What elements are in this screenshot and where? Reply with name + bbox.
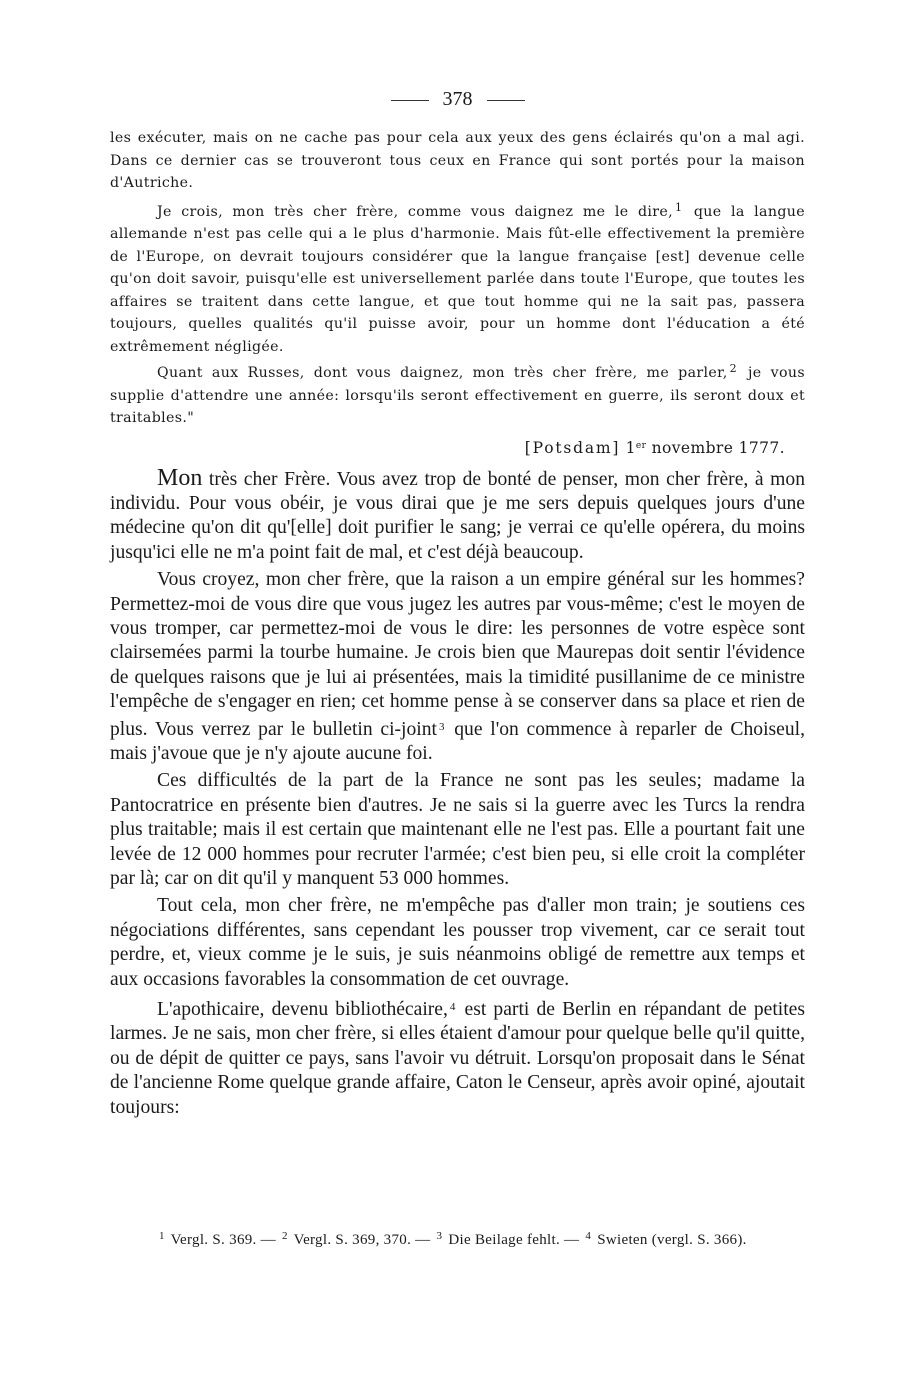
letter-p5-text-a: L'apothicaire, devenu bibliothécaire, [157, 999, 448, 1021]
quote-paragraph-1: les exécuter, mais on ne cache pas pour cela aux yeux des gens éclairés qu'on a mal agi. Dans ce dernier cas se trouveront tous ceux en France qui sont portés pour la maison d'Autriche. [110, 130, 805, 191]
dateline [110, 434, 785, 460]
quoted-letter-excerpt [110, 127, 805, 430]
letter-paragraph-2 [110, 568, 805, 766]
dateline-place: [Potsdam] [524, 438, 621, 457]
letter-body [110, 466, 805, 1121]
letter-p2-text-b: que l'on commence à reparler de Choiseul, mais j'avoue que je n'y ajoute aucune foi. [110, 718, 806, 764]
page-number-dash-right [487, 100, 525, 101]
footnote-number-2: 2 [282, 1230, 288, 1242]
quote-p3-text-a: Quant aux Russes, dont vous daignez, mon très cher frère, me parler, [157, 365, 728, 381]
footnote-number-1: 1 [159, 1230, 165, 1242]
letter-paragraph-4: Tout cela, mon cher frère, ne m'empêche pas d'aller mon train; je soutiens ces négociations différentes, sans cependant les pousser trop vivement, car ce serait tout perdre, et, vieux comme je le suis, je suis néanmoins obligé de remettre aux temps et aux occasions favorables la consommation de cet ouvrage. [110, 895, 805, 990]
footnotes [110, 1226, 802, 1251]
footnote-ref-2: 2 [729, 362, 737, 375]
letter-paragraph-1 [110, 466, 805, 566]
letter-p2-text-a: Vous croyez, mon cher frère, que la raison a un empire général sur les hommes? Permettez-moi de vous dire que vous jugez les autres par vous-même; c'est le moyen de vous tromper, car permettez-moi de vous le dire: les personnes de votre espèce sont clairsemées parmi la tourbe humaine. Je crois bien que Maurepas doit sentir l'évidence de quelques raisons que je lui ai présentées, mais la timidité pusillanime de ce ministre l'empêche de s'engager en rien; cet homme pense à se conserver dans sa place et rien de plus. Vous verrez par le bulletin ci-joint [110, 569, 805, 740]
quote-p3-text-b: je vous supplie d'attendre une année: lorsqu'ils seront effectivement en guerre, ils seront doux et traitables." [110, 365, 806, 426]
footnote-text-3: Die Beilage fehlt. — [444, 1232, 584, 1248]
footnote-number-4: 4 [585, 1230, 592, 1242]
footnote-text-1: Vergl. S. 369. — [166, 1232, 281, 1248]
letter-p1-text: très cher Frère. Vous avez trop de bonté de penser, mon cher frère, à mon individu. Pour vous obéir, je vous dirai que je me sers depuis quelques jours d'une médecine qu'on dit qu'[elle] doit purifier le sang; je verrai ce qu'elle opérera, du moins jusqu'ici elle ne m'a point fait de mal, et c'est déjà beaucoup. [110, 468, 805, 563]
dateline-rest: novembre 1777. [646, 438, 785, 457]
quote-paragraph-2 [110, 197, 805, 359]
footnote-ref-3: 3 [439, 720, 445, 733]
page-number-dash-left [391, 100, 429, 101]
footnote-text-2: Vergl. S. 369, 370. — [289, 1232, 435, 1248]
footnote-ref-1: 1 [675, 200, 683, 214]
footnote-text-4: Swieten (vergl. S. 366). [593, 1232, 747, 1248]
dateline-day: 1 [625, 438, 636, 457]
dateline-day-sup: er [635, 440, 647, 451]
letter-paragraph-3: Ces difficultés de la part de la France ne sont pas les seules; madame la Pantocratrice en présente bien d'autres. Je ne sais si la guerre avec les Turcs la rendra plus traitable; mais il est certain que maintenant elle ne l'est pas. Elle a pourtant fait une levée de 12 000 hommes pour recruter l'armée; c'est bien peu, si elle croit la compléter par là; car on dit qu'il y manquent 53 000 hommes. [110, 770, 805, 889]
footnote-number-3: 3 [436, 1230, 443, 1242]
letter-p5-text-b: est parti de Berlin en répandant de petites larmes. Je ne sais, mon cher frère, si elles étaient d'amour pour quelque belle qu'il quitte, ou de dépit de quitter ce pays, sans l'avoir vu détruit. Lorsqu'on proposait dans le Sénat de l'ancienne Rome quelque grande affaire, Caton le Censeur, après avoir opiné, ajoutait toujours: [110, 999, 805, 1118]
quote-p2-text-a: Je crois, mon très cher frère, comme vous daignez me le dire, [157, 203, 674, 220]
quote-p2-text-b: que la langue allemande n'est pas celle qui a le plus d'harmonie. Mais fût-elle effectivement la première de l'Europe, on devrait toujours considérer que la langue française [est] devenue celle qu'on doit savoir, puisqu'elle est universellement parlée dans toute l'Europe, que toutes les affaires se traitent dans cette langue, et que tout homme qui ne la sait pas, passera toujours, quelles qualités qu'il puisse avoir, pour un homme dont l'éducation a été extrêmement négligée. [110, 203, 805, 355]
letter-initial: Mon [157, 464, 203, 491]
book-page [110, 88, 805, 1123]
letter-paragraph-5 [110, 995, 805, 1120]
page-number-text: 378 [442, 88, 473, 110]
page-number [110, 88, 805, 111]
quote-paragraph-3 [110, 358, 805, 430]
footnote-ref-4: 4 [449, 1001, 456, 1014]
